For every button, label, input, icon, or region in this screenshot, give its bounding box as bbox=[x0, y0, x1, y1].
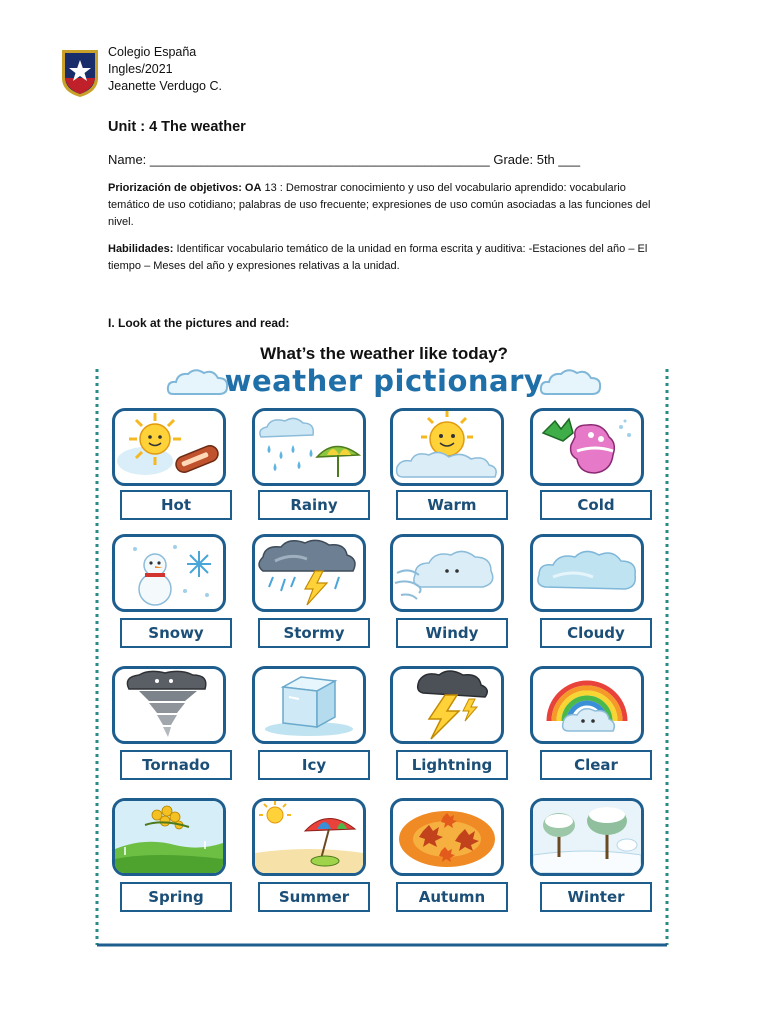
instruction: I. Look at the pictures and read: bbox=[108, 316, 290, 330]
windy-picture bbox=[390, 534, 504, 612]
warm-picture bbox=[390, 408, 504, 486]
rainbow-icon bbox=[533, 669, 641, 741]
snowy-trees-icon bbox=[533, 801, 641, 873]
mitten-icon bbox=[533, 411, 641, 483]
cold-label: Cold bbox=[540, 490, 652, 520]
stormy-picture bbox=[252, 534, 366, 612]
teacher-name: Jeanette Verdugo C. bbox=[108, 79, 222, 93]
cloudy-label: Cloudy bbox=[540, 618, 652, 648]
unit-title: Unit : 4 The weather bbox=[108, 119, 246, 135]
winter-label: Winter bbox=[540, 882, 652, 912]
clear-picture bbox=[530, 666, 644, 744]
autumn-label: Autumn bbox=[396, 882, 508, 912]
cloud-icon bbox=[533, 537, 641, 609]
tornado-label: Tornado bbox=[120, 750, 232, 780]
grade-label: Grade: 5th ___ bbox=[493, 152, 581, 167]
lightning-picture bbox=[390, 666, 504, 744]
objectives-text: 13 : Demostrar conocimiento y uso del vocabulario aprendido: vocabulario temático de uso cotidiano; palabras de uso frecuente; expresiones de uso común asociadas a las funciones del nivel. bbox=[108, 182, 651, 228]
tornado-icon bbox=[115, 669, 223, 741]
snowman-icon bbox=[115, 537, 223, 609]
rainy-picture bbox=[252, 408, 366, 486]
school-name: Colegio España bbox=[108, 45, 197, 59]
name-label: Name: bbox=[108, 152, 147, 167]
spring-label: Spring bbox=[120, 882, 232, 912]
icy-picture bbox=[252, 666, 366, 744]
beach-umbrella-icon bbox=[255, 801, 363, 873]
objectives-paragraph bbox=[108, 180, 668, 231]
summer-picture bbox=[252, 798, 366, 876]
summer-label: Summer bbox=[258, 882, 370, 912]
windy-label: Windy bbox=[396, 618, 508, 648]
skills-label: Habilidades: bbox=[108, 243, 174, 255]
clear-label: Clear bbox=[540, 750, 652, 780]
course-year: Ingles/2021 bbox=[108, 62, 173, 76]
name-field[interactable]: _______________________________________________ bbox=[149, 152, 490, 167]
wind-cloud-icon bbox=[393, 537, 501, 609]
sun-cloud-icon bbox=[393, 411, 501, 483]
autumn-leaves-icon bbox=[393, 801, 501, 873]
cold-picture bbox=[530, 408, 644, 486]
snowy-picture bbox=[112, 534, 226, 612]
pictionary-title: weather pictionary bbox=[224, 364, 544, 398]
skills-text: Identificar vocabulario temático de la unidad en forma escrita y auditiva: -Estaciones del año – El tiempo – Meses del año y expresiones relativas a la unidad. bbox=[108, 243, 648, 272]
ice-cube-icon bbox=[255, 669, 363, 741]
rainy-label: Rainy bbox=[258, 490, 370, 520]
autumn-picture bbox=[390, 798, 504, 876]
icy-label: Icy bbox=[258, 750, 370, 780]
sun-thermometer-icon bbox=[115, 411, 223, 483]
hot-label: Hot bbox=[120, 490, 232, 520]
lightning-label: Lightning bbox=[396, 750, 508, 780]
stormy-label: Stormy bbox=[258, 618, 370, 648]
lightning-icon bbox=[393, 669, 501, 741]
spring-picture bbox=[112, 798, 226, 876]
tornado-picture bbox=[112, 666, 226, 744]
name-row bbox=[108, 152, 580, 167]
question-heading: What’s the weather like today? bbox=[260, 344, 508, 363]
school-info bbox=[108, 44, 222, 95]
skills-paragraph bbox=[108, 241, 668, 275]
winter-picture bbox=[530, 798, 644, 876]
objectives-label: Priorización de objetivos: OA bbox=[108, 182, 262, 194]
school-logo bbox=[60, 48, 100, 98]
spring-meadow-icon bbox=[115, 801, 223, 873]
warm-label: Warm bbox=[396, 490, 508, 520]
storm-cloud-icon bbox=[255, 537, 363, 609]
snowy-label: Snowy bbox=[120, 618, 232, 648]
rain-umbrella-icon bbox=[255, 411, 363, 483]
hot-picture bbox=[112, 408, 226, 486]
cloudy-picture bbox=[530, 534, 644, 612]
